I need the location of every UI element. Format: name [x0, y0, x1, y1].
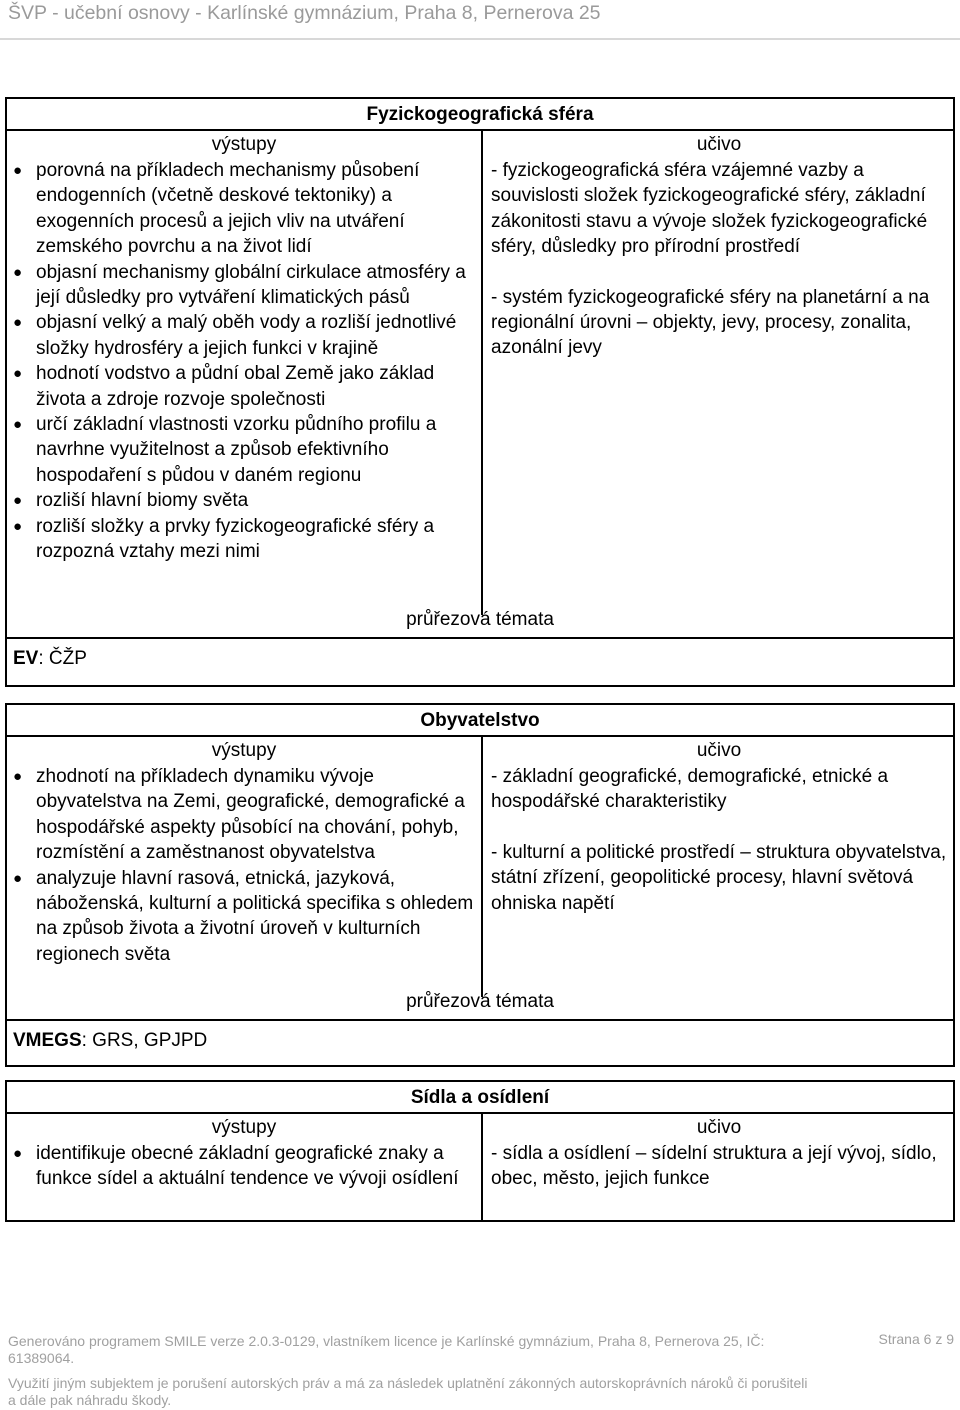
content-item: - základní geografické, demografické, etnické a hospodářské charakteristiky: [491, 766, 889, 813]
section-title: Obyvatelstvo: [7, 705, 953, 737]
outcomes-heading: výstupy: [211, 740, 277, 761]
footer-page-number: Strana 6 z 9: [878, 1331, 954, 1347]
list-item: ● porovná na příkladech mechanismy působení endogenních (včetně deskové tektoniky) a exogenních procesů a jejich vliv na utváření zemského povrchu a na život lidí: [13, 158, 475, 260]
footer-generated: Generováno programem SMILE verze 2.0.3-0129, vlastníkem licence je Karlínské gymnázium, Praha 8, Pernerova 25, IČ: 61389064.: [8, 1333, 765, 1366]
list-item: ● zhodnotí na příkladech dynamiku vývoje obyvatelstva na Zemi, geografické, demografické a hospodářské aspekty působící na chování, pohyb, rozmístění a zaměstnanost obyvatelstva: [13, 764, 475, 866]
outcomes-list: [13, 158, 475, 565]
outcomes-list: [13, 764, 475, 967]
list-item: ● identifikuje obecné základní geografické znaky a funkce sídel a aktuální tendence ve vývoji osídlení: [13, 1141, 475, 1192]
cross-topic-text: : GRS, GPJPD: [81, 1030, 208, 1051]
content-heading: učivo: [696, 1117, 742, 1138]
content-item: - systém fyzickogeografické sféry na planetární a na regionální úrovni – objekty, jevy, procesy, zonalita, azonální jevy: [491, 286, 930, 359]
outcomes-list: [13, 1141, 475, 1192]
content-item: - fyzickogeografická sféra vzájemné vazby a souvislosti složek fyzickogeografické sféry, základní zákonitosti stavu a vývoje složek fyzickogeografické sféry, důsledky pro přírodní prostředí: [491, 160, 928, 258]
outcomes-column: [7, 737, 483, 997]
section-title: Fyzickogeografická sféra: [7, 99, 953, 131]
cross-topics-label: průřezová témata: [406, 991, 554, 1012]
section-population: [5, 703, 955, 1067]
list-item: ● určí základní vlastnosti vzorku půdního profilu a navrhne využitelnost a způsob efektivního hospodaření s půdou v daném regionu: [13, 412, 475, 488]
outcomes-column: [7, 131, 483, 615]
outcomes-heading: výstupy: [211, 134, 277, 155]
cross-topics-body: [7, 1019, 953, 1063]
cross-topics-body: [7, 637, 953, 681]
cross-topic-abbr: EV: [13, 648, 39, 669]
list-item: ● objasní mechanismy globální cirkulace atmosféry a její důsledky pro vytváření klimatických pásů: [13, 260, 475, 311]
cross-topic-abbr: VMEGS: [13, 1030, 82, 1051]
content-item: - kulturní a politické prostředí – struktura obyvatelstva, státní zřízení, geopolitické procesy, hlavní světová ohniska napětí: [491, 841, 947, 914]
content-column: [483, 131, 953, 615]
cross-topic-text: : ČŽP: [38, 648, 87, 669]
section-title: Sídla a osídlení: [7, 1082, 953, 1114]
section-physical-geography: [5, 97, 955, 687]
footer-copyright: Využití jiným subjektem je porušení autorských práv a má za následek uplatnění zákonných autorskoprávních nároků či porušiteli a dále pak náhradu škody.: [8, 1375, 808, 1408]
outcomes-column: [7, 1114, 483, 1220]
content-column: [483, 1114, 953, 1220]
content-heading: učivo: [696, 740, 742, 761]
page-header-title: ŠVP - učební osnovy - Karlínské gymnázium, Praha 8, Pernerova 25: [8, 2, 601, 24]
list-item: ● analyzuje hlavní rasová, etnická, jazyková, náboženská, kulturní a politická specifika s ohledem na způsob života a životní úroveň v kulturních regionech světa: [13, 866, 475, 968]
content-heading: učivo: [696, 134, 742, 155]
content-column: [483, 737, 953, 997]
list-item: ● rozliší hlavní biomy světa: [13, 488, 475, 513]
cross-topics-label: průřezová témata: [406, 609, 554, 630]
content-item: - sídla a osídlení – sídelní struktura a její vývoj, sídlo, obec, město, jejich funkce: [491, 1143, 937, 1190]
section-settlements: [5, 1080, 955, 1222]
header-divider: [0, 38, 960, 40]
outcomes-heading: výstupy: [211, 1117, 277, 1138]
list-item: ● hodnotí vodstvo a půdní obal Země jako základ života a zdroje rozvoje společnosti: [13, 361, 475, 412]
list-item: ● rozliší složky a prvky fyzickogeografické sféry a rozpozná vztahy mezi nimi: [13, 514, 475, 565]
list-item: ● objasní velký a malý oběh vody a rozliší jednotlivé složky hydrosféry a jejich funkci v krajině: [13, 310, 475, 361]
